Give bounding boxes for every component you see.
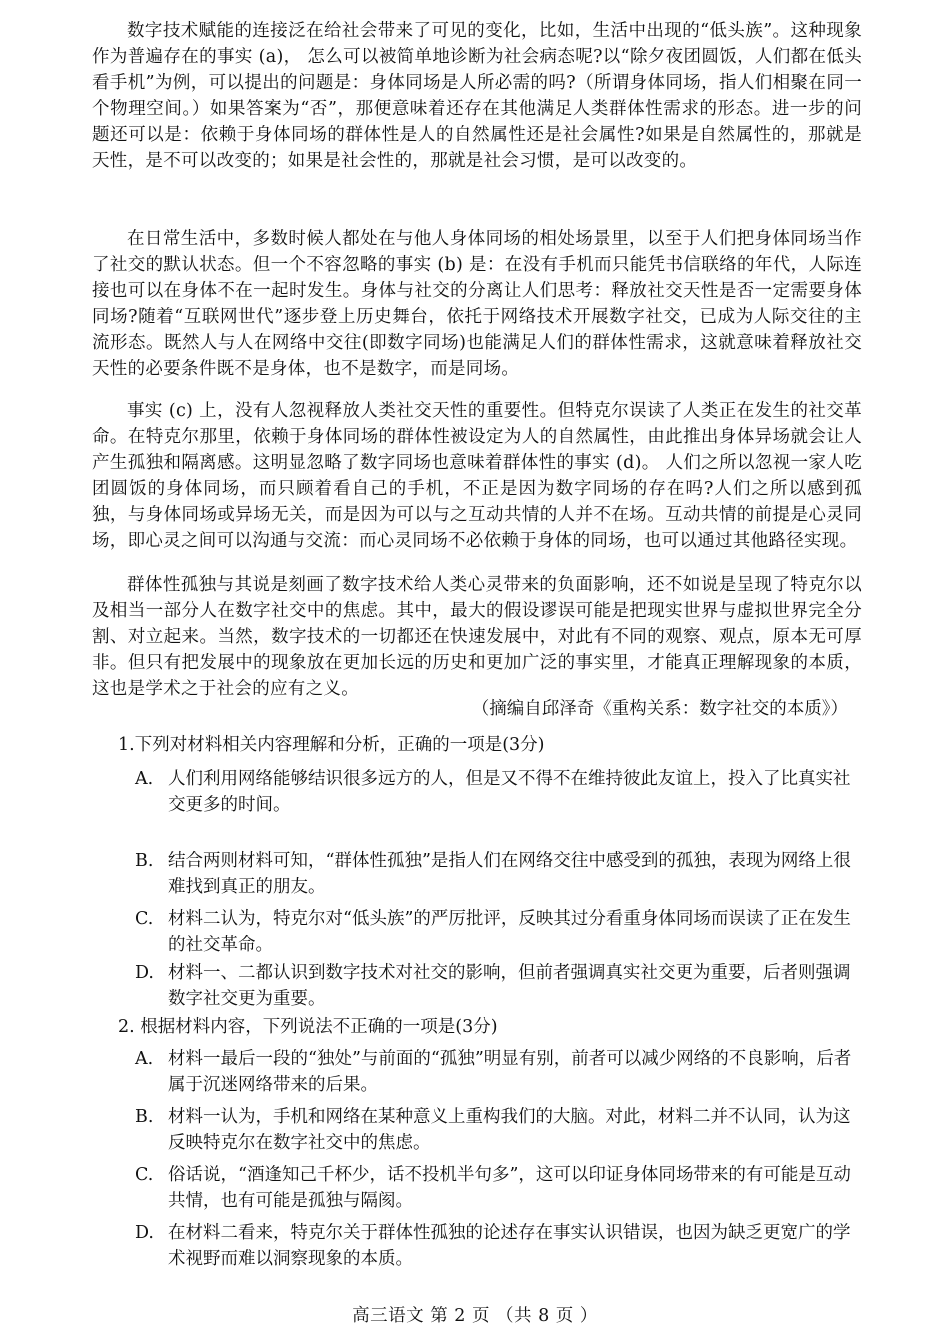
- option-letter: B.: [135, 1107, 154, 1127]
- passage-source: （摘编自邱泽奇《重构关系：数字社交的本质》）: [471, 699, 848, 719]
- option-text: 结合两则材料可知，“群体性孤独”是指人们在网络交往中感受到的孤独，表现为网络上很难找到真正的朋友。: [168, 851, 851, 897]
- passage-paragraph-1: 数字技术赋能的连接泛在给社会带来了可见的变化，比如，生活中出现的“低头族”。这种现象作为普遍存在的事实 (a)， 怎么可以被简单地诊断为社会病态呢?以“除夕夜团圆饭，人们都在低头看手机”为例，可以提出的问题是：身体同场是人所必需的吗?（所谓身体同场，指人们相聚在同一个物理空间。）如果答案为“否”，那便意味着还存在其他满足人类群体性需求的形态。进一步的问题还可以是：依赖于身体同场的群体性是人的自然属性还是社会属性?如果是自然属性的，那就是天性，是不可以改变的；如果是社会性的，那就是社会习惯，是可以改变的。: [92, 21, 862, 171]
- option-letter: B.: [135, 851, 154, 871]
- option-letter: A.: [135, 769, 154, 789]
- option-letter: C.: [135, 1165, 154, 1185]
- question-2-option-a[interactable]: [135, 1046, 855, 1098]
- passage-paragraph-2: 在日常生活中，多数时候人都处在与他人身体同场的相处场景里，以至于人们把身体同场当作了社交的默认状态。但一个不容忽略的事实 (b) 是：在没有手机而只能凭书信联络的年代，人际连接也可以在身体不在一起时发生。身体与社交的分离让人们思考：释放社交天性是否一定需要身体同场?随着“互联网世代”逐步登上历史舞台，依托于网络技术开展数字社交，已成为人际交往的主流形态。既然人与人在网络中交往(即数字同场)也能满足人们的群体性需求，这就意味着释放社交天性的必要条件既不是身体，也不是数字，而是同场。: [92, 229, 862, 379]
- question-2-option-b[interactable]: [135, 1104, 855, 1156]
- question-1-option-d[interactable]: [135, 960, 855, 1012]
- option-letter: C.: [135, 909, 154, 929]
- option-text: 俗话说，“酒逢知己千杯少，话不投机半句多”，这可以印证身体同场带来的有可能是互动共情，也有可能是孤独与隔阂。: [168, 1165, 851, 1211]
- option-text: 材料二认为，特克尔对“低头族”的严厉批评，反映其过分看重身体同场而误读了正在发生的社交革命。: [168, 909, 851, 955]
- option-text: 在材料二看来，特克尔关于群体性孤独的论述存在事实认识错误，也因为缺乏更宽广的学术视野而难以洞察现象的本质。: [168, 1223, 851, 1269]
- option-text: 人们利用网络能够结识很多远方的人，但是又不得不在维持彼此友谊上，投入了比真实社交更多的时间。: [168, 769, 851, 815]
- question-2-stem: 2. 根据材料内容，下列说法不正确的一项是(3分): [118, 1017, 498, 1037]
- question-1-stem: 1.下列对材料相关内容理解和分析，正确的一项是(3分): [118, 735, 545, 755]
- question-2-option-d[interactable]: [135, 1220, 855, 1272]
- question-2-option-c[interactable]: [135, 1162, 855, 1214]
- page-footer: 高三语文 第 2 页 （共 8 页 ）: [352, 1306, 598, 1326]
- option-text: 材料一、二都认识到数字技术对社交的影响，但前者强调真实社交更为重要，后者则强调数字社交更为重要。: [168, 963, 851, 1009]
- passage-paragraph-3: 事实 (c) 上，没有人忽视释放人类社交天性的重要性。但特克尔误读了人类正在发生的社交革命。在特克尔那里，依赖于身体同场的群体性被设定为人的自然属性，由此推出身体异场就会让人产生孤独和隔离感。这明显忽略了数字同场也意味着群体性的事实 (d)。 人们之所以忽视一家人吃团圆饭的身体同场，而只顾着看自己的手机，不正是因为数字同场的存在吗?人们之所以感到孤独，与身体同场或异场无关，而是因为可以与之互动共情的人并不在场。互动共情的前提是心灵同场，即心灵之间可以沟通与交流：而心灵同场不必依赖于身体的同场，也可以通过其他路径实现。: [92, 401, 862, 551]
- question-1-option-a[interactable]: [135, 766, 855, 818]
- passage-paragraph-4: 群体性孤独与其说是刻画了数字技术给人类心灵带来的负面影响，还不如说是呈现了特克尔以及相当一部分人在数字社交中的焦虑。其中，最大的假设谬误可能是把现实世界与虚拟世界完全分割、对立起来。当然，数字技术的一切都还在快速发展中，对此有不同的观察、观点，原本无可厚非。但只有把发展中的现象放在更加长远的历史和更加广泛的事实里，才能真正理解现象的本质，这也是学术之于社会的应有之义。: [92, 575, 862, 699]
- option-letter: A.: [135, 1049, 154, 1069]
- question-1-option-b[interactable]: [135, 848, 855, 900]
- option-text: 材料一最后一段的“独处”与前面的“孤独”明显有别，前者可以减少网络的不良影响，后者属于沉迷网络带来的后果。: [168, 1049, 852, 1095]
- option-letter: D.: [135, 963, 154, 983]
- question-1-option-c[interactable]: [135, 906, 855, 958]
- option-text: 材料一认为，手机和网络在某种意义上重构我们的大脑。对此，材料二并不认同，认为这反映特克尔在数字社交中的焦虑。: [168, 1107, 851, 1153]
- option-letter: D.: [135, 1223, 154, 1243]
